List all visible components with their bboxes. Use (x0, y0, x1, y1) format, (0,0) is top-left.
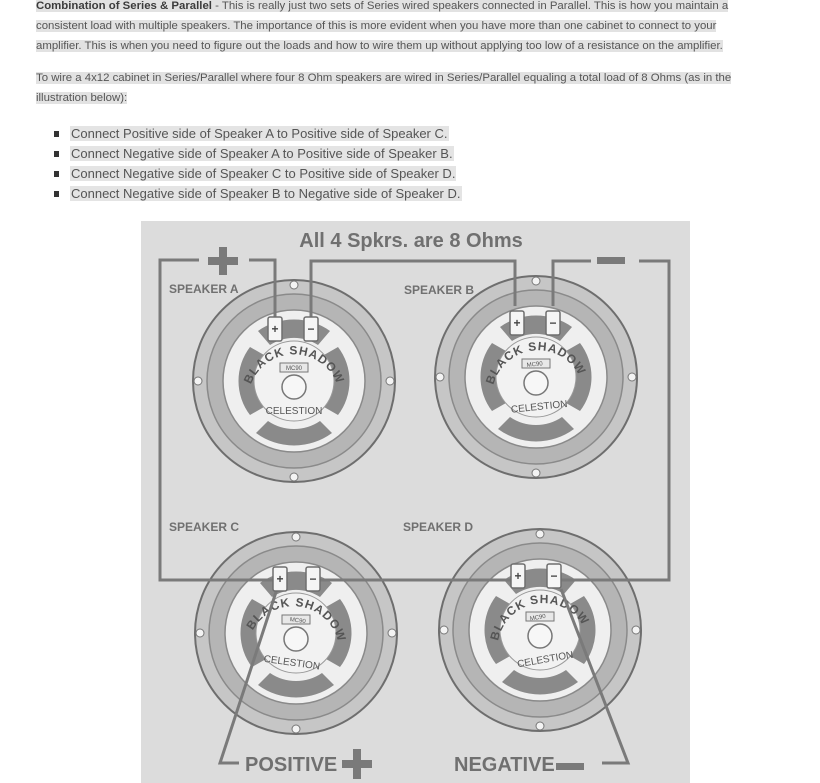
cone-bottom-text: CELESTION (265, 406, 323, 417)
cone-badge: MC90 (529, 613, 547, 623)
cone-top-text: BLACK SHADOW (487, 592, 593, 642)
terminal-c-positive (273, 567, 287, 591)
list-item (54, 164, 462, 184)
terminal-d-negative (547, 564, 561, 588)
instruction-text: To wire a 4x12 cabinet in Series/Parallel where four 8 Ohm speakers are wired in Series/Parallel equaling a total load of 8 Ohms (as in the illustration below): (36, 72, 732, 104)
instruction-paragraph (36, 68, 761, 108)
terminal-a-positive (268, 317, 282, 341)
svg-text:−: − (549, 316, 557, 330)
cone-badge: MC90 (526, 361, 544, 369)
bullet-icon (54, 191, 59, 197)
cone-badge: MC90 (285, 366, 303, 372)
speaker-d-label: SPEAKER D (403, 520, 474, 534)
intro-heading: Combination of Series & Parallel (36, 0, 212, 12)
cone-top-text: BLACK SHADOW (240, 343, 348, 386)
cone-bottom-text: CELESTION (510, 398, 568, 416)
speaker-a-cone (193, 280, 395, 482)
svg-text:+: + (271, 322, 279, 336)
cone-top-text: BLACK SHADOW (243, 595, 350, 644)
svg-text:−: − (550, 569, 558, 583)
speaker-c-cone (195, 532, 397, 734)
speaker-c-label: SPEAKER C (169, 520, 240, 534)
wiring-diagram-svg (141, 221, 690, 783)
svg-text:+: + (513, 316, 521, 330)
minus-icon (597, 257, 625, 264)
terminal-b-negative (546, 311, 560, 335)
wiring-diagram (141, 221, 690, 783)
speaker-b-cone (435, 276, 637, 478)
step-text: Connect Negative side of Speaker A to Positive side of Speaker B. (71, 146, 453, 161)
svg-text:+: + (514, 569, 522, 583)
list-item (54, 124, 462, 144)
diagram-title: All 4 Spkrs. are 8 Ohms (299, 230, 523, 252)
speaker-d-cone (439, 529, 641, 731)
terminal-b-positive (510, 311, 524, 335)
step-text: Connect Positive side of Speaker A to Positive side of Speaker C. (71, 126, 448, 141)
cone-top-text: BLACK SHADOW (482, 339, 589, 387)
steps-list (54, 124, 462, 204)
intro-paragraph (36, 0, 761, 56)
bullet-icon (54, 171, 59, 177)
minus-icon (556, 763, 584, 770)
list-item (54, 184, 462, 204)
cone-badge: MC90 (289, 617, 307, 626)
svg-text:+: + (276, 572, 284, 586)
step-text: Connect Negative side of Speaker B to Negative side of Speaker D. (71, 186, 461, 201)
terminal-a-negative (304, 317, 318, 341)
list-item (54, 144, 462, 164)
step-text: Connect Negative side of Speaker C to Positive side of Speaker D. (71, 166, 456, 181)
plus-icon (208, 247, 238, 275)
terminal-c-negative (306, 567, 320, 591)
positive-label: POSITIVE (245, 754, 338, 776)
bullet-icon (54, 131, 59, 137)
speaker-b-label: SPEAKER B (404, 283, 475, 297)
intro-body: - This is really just two sets of Series wired speakers connected in Parallel. This is how you maintain a consistent load with multiple speakers. The importance of this is more evident when you have more than one cabinet to connect to your amplifier. This is when you need to figure out the loads and how to wire them up without applying too low of a resistance on the amplifier. (36, 0, 729, 52)
svg-text:−: − (307, 322, 315, 336)
negative-label: NEGATIVE (454, 754, 555, 776)
svg-text:−: − (309, 572, 317, 586)
bullet-icon (54, 151, 59, 157)
cone-bottom-text: CELESTION (262, 653, 321, 673)
plus-icon (342, 749, 372, 779)
speaker-a-label: SPEAKER A (169, 282, 239, 296)
terminal-d-positive (511, 564, 525, 588)
cone-bottom-text: CELESTION (516, 649, 575, 671)
